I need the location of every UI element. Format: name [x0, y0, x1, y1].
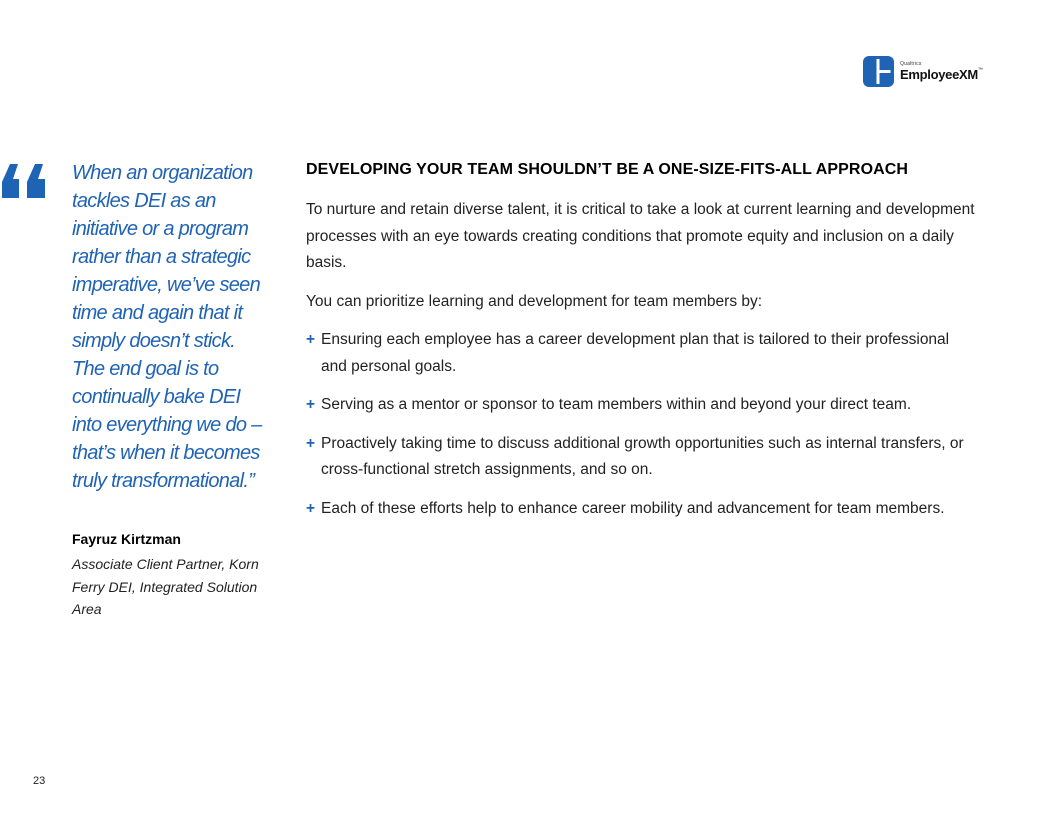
section-heading: DEVELOPING YOUR TEAM SHOULDN’T BE A ONE-SIZE-FITS-ALL APPROACH	[306, 161, 909, 178]
list-item-text: Proactively taking time to discuss additional growth opportunities such as internal transfers, or cross-functional stretch assignments, and so on.	[321, 434, 964, 478]
plus-bullet-icon: +	[306, 499, 316, 517]
plus-bullet-icon: +	[306, 331, 316, 348]
quote-mark-icon	[0, 162, 48, 198]
plus-bullet-icon: +	[306, 434, 316, 452]
quote-author-title: Associate Client Partner, Korn Ferry DEI, Integrated Solution Area	[72, 556, 259, 617]
logo-product-name: EmployeeXM™	[900, 66, 983, 82]
page-number: 23	[33, 775, 46, 787]
employeexm-logo	[863, 55, 983, 87]
list-item	[306, 496, 976, 523]
list-item-text: Ensuring each employee has a career development plan that is tailored to their professional and personal goals.	[321, 331, 950, 375]
quote-author-name: Fayruz Kirtzman	[72, 531, 181, 547]
list-item	[306, 431, 976, 484]
qualtrics-logo-icon	[863, 56, 894, 87]
list-item	[306, 327, 976, 380]
pull-quote: When an organization tackles DEI as an initiative or a program rather than a strategic imperative, we’ve seen time and again that it simply doesn’t stick. The end goal is to continually bake DEI into everything we do – that’s when it becomes truly transformational.”	[72, 162, 262, 492]
logo-small-label: Qualtrics	[900, 60, 922, 67]
trademark-symbol: ™	[977, 66, 983, 73]
bullet-list	[306, 327, 976, 534]
list-item	[306, 392, 976, 419]
lead-in-paragraph: You can prioritize learning and development for team members by:	[306, 293, 763, 310]
intro-paragraph: To nurture and retain diverse talent, it is critical to take a look at current learning and development processes with an eye towards creating conditions that promote equity and inclusion on a daily basis.	[306, 201, 975, 271]
list-item-text: Serving as a mentor or sponsor to team members within and beyond your direct team.	[321, 396, 912, 413]
plus-bullet-icon: +	[306, 396, 316, 413]
list-item-text: Each of these efforts help to enhance career mobility and advancement for team members.	[321, 499, 945, 517]
